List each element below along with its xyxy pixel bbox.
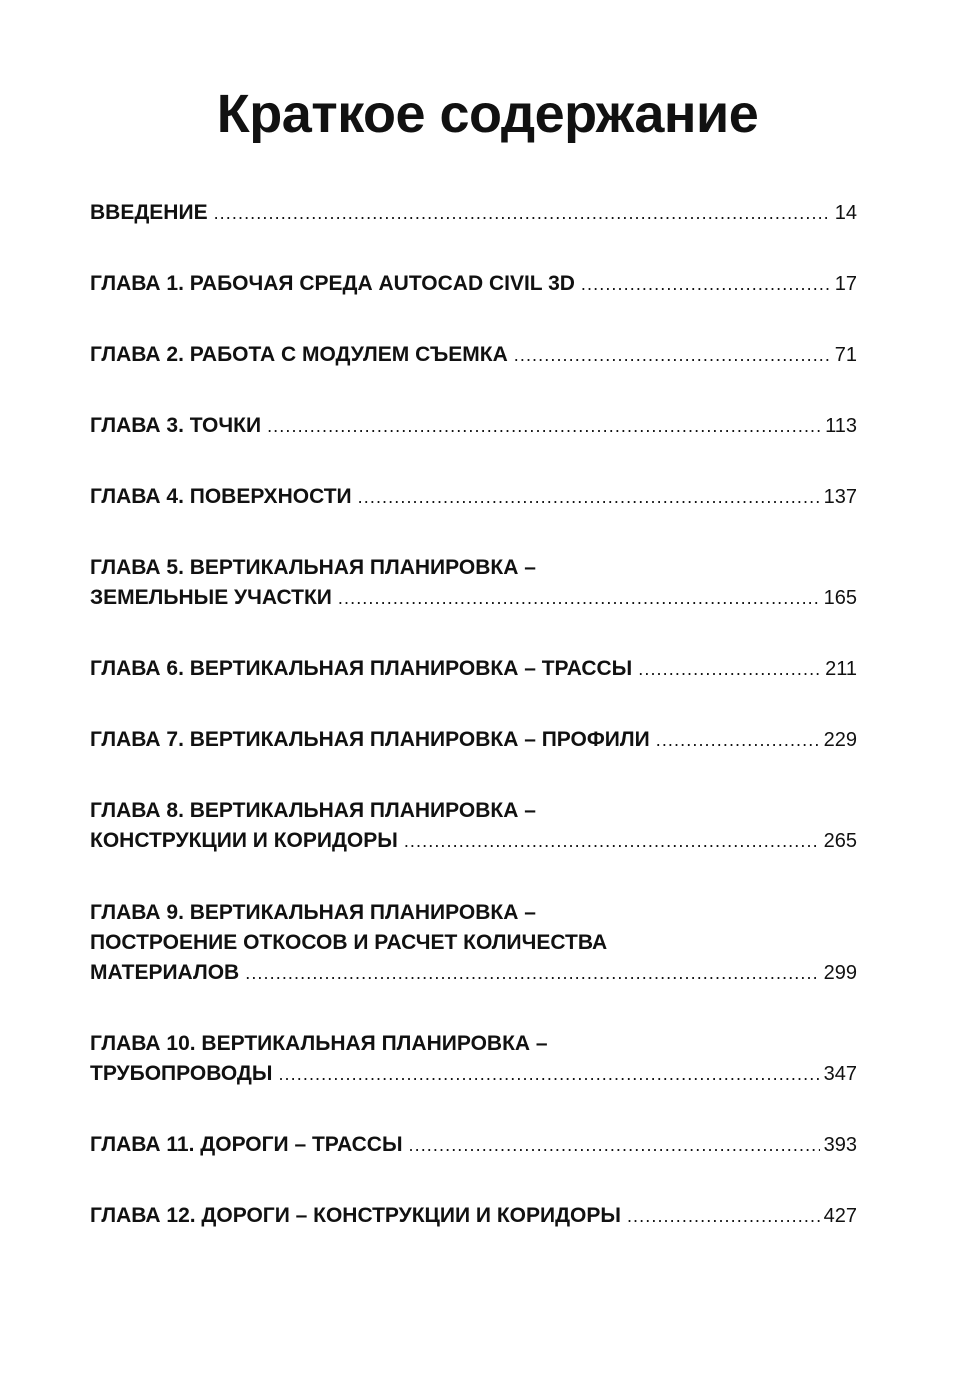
- toc-entry-title-line: ГЛАВА 10. ВЕРТИКАЛЬНАЯ ПЛАНИРОВКА –: [90, 1032, 548, 1055]
- toc-entry-chapter-7[interactable]: [90, 725, 857, 755]
- toc-entry-chapter-12[interactable]: [90, 1201, 857, 1231]
- toc-entry-chapter-11[interactable]: [90, 1130, 857, 1160]
- toc-entry-title-line: ГЛАВА 9. ВЕРТИКАЛЬНАЯ ПЛАНИРОВКА –: [90, 901, 536, 924]
- dot-leader: [638, 654, 821, 684]
- toc-entry-chapter-10[interactable]: [90, 1029, 857, 1089]
- toc-page-number: 113: [825, 415, 857, 437]
- toc-entry-title: МАТЕРИАЛОВ: [90, 961, 240, 984]
- toc-entry-title: ГЛАВА 7. ВЕРТИКАЛЬНАЯ ПЛАНИРОВКА – ПРОФИЛИ: [90, 728, 650, 751]
- toc-entry-chapter-2[interactable]: [90, 340, 857, 370]
- toc-entry-title-line: ПОСТРОЕНИЕ ОТКОСОВ И РАСЧЕТ КОЛИЧЕСТВА: [90, 931, 608, 954]
- dot-leader: [409, 1130, 820, 1160]
- toc-page-number: 137: [823, 486, 857, 508]
- toc-entry-chapter-9[interactable]: [90, 898, 857, 988]
- toc-entry-title: ГЛАВА 4. ПОВЕРХНОСТИ: [90, 485, 352, 508]
- dot-leader: [278, 1059, 819, 1089]
- toc-page-number: 14: [834, 202, 857, 224]
- dot-leader: [656, 725, 820, 755]
- dot-leader: [627, 1201, 820, 1231]
- toc-entry-title: ГЛАВА 2. РАБОТА С МОДУЛЕМ СЪЕМКА: [90, 343, 508, 366]
- dot-leader: [404, 826, 820, 856]
- toc-entry-introduction[interactable]: [90, 198, 857, 228]
- toc-page-number: 265: [823, 830, 857, 852]
- toc-entry-title: ТРУБОПРОВОДЫ: [90, 1062, 273, 1085]
- toc-page-number: 17: [834, 273, 857, 295]
- dot-leader: [245, 958, 819, 988]
- dot-leader: [514, 340, 831, 370]
- toc-entry-chapter-1[interactable]: [90, 269, 857, 299]
- toc-entry-chapter-4[interactable]: [90, 482, 857, 512]
- dot-leader: [338, 583, 820, 613]
- toc-entry-title: КОНСТРУКЦИИ И КОРИДОРЫ: [90, 829, 398, 852]
- toc-entry-chapter-8[interactable]: [90, 796, 857, 856]
- toc-entry-title: ВВЕДЕНИЕ: [90, 201, 208, 224]
- toc-page-number: 229: [823, 729, 857, 751]
- dot-leader: [581, 269, 831, 299]
- toc-entry-title-line: ГЛАВА 8. ВЕРТИКАЛЬНАЯ ПЛАНИРОВКА –: [90, 799, 536, 822]
- toc-page-number: 299: [823, 962, 857, 984]
- toc-entry-title: ГЛАВА 1. РАБОЧАЯ СРЕДА AUTOCAD CIVIL 3D: [90, 272, 575, 295]
- table-of-contents: [90, 0, 857, 1388]
- toc-entry-title-line: ГЛАВА 5. ВЕРТИКАЛЬНАЯ ПЛАНИРОВКА –: [90, 556, 536, 579]
- dot-leader: [358, 482, 820, 512]
- toc-entry-title: ЗЕМЕЛЬНЫЕ УЧАСТКИ: [90, 586, 332, 609]
- toc-entry-title: ГЛАВА 12. ДОРОГИ – КОНСТРУКЦИИ И КОРИДОРЫ: [90, 1204, 621, 1227]
- toc-page-number: 427: [823, 1205, 857, 1227]
- toc-entry-chapter-6[interactable]: [90, 654, 857, 684]
- toc-page-number: 393: [823, 1134, 857, 1156]
- dot-leader: [267, 411, 821, 441]
- toc-page-number: 165: [823, 587, 857, 609]
- toc-page-number: 211: [825, 658, 857, 680]
- toc-entry-chapter-3[interactable]: [90, 411, 857, 441]
- toc-entry-chapter-5[interactable]: [90, 553, 857, 613]
- toc-entry-title: ГЛАВА 6. ВЕРТИКАЛЬНАЯ ПЛАНИРОВКА – ТРАССЫ: [90, 657, 633, 680]
- toc-entry-title: ГЛАВА 11. ДОРОГИ – ТРАССЫ: [90, 1133, 403, 1156]
- toc-page-number: 347: [823, 1063, 857, 1085]
- page-title: Краткое содержание: [216, 84, 759, 144]
- toc-page-number: 71: [834, 344, 857, 366]
- toc-entry-title: ГЛАВА 3. ТОЧКИ: [90, 414, 262, 437]
- dot-leader: [214, 198, 831, 228]
